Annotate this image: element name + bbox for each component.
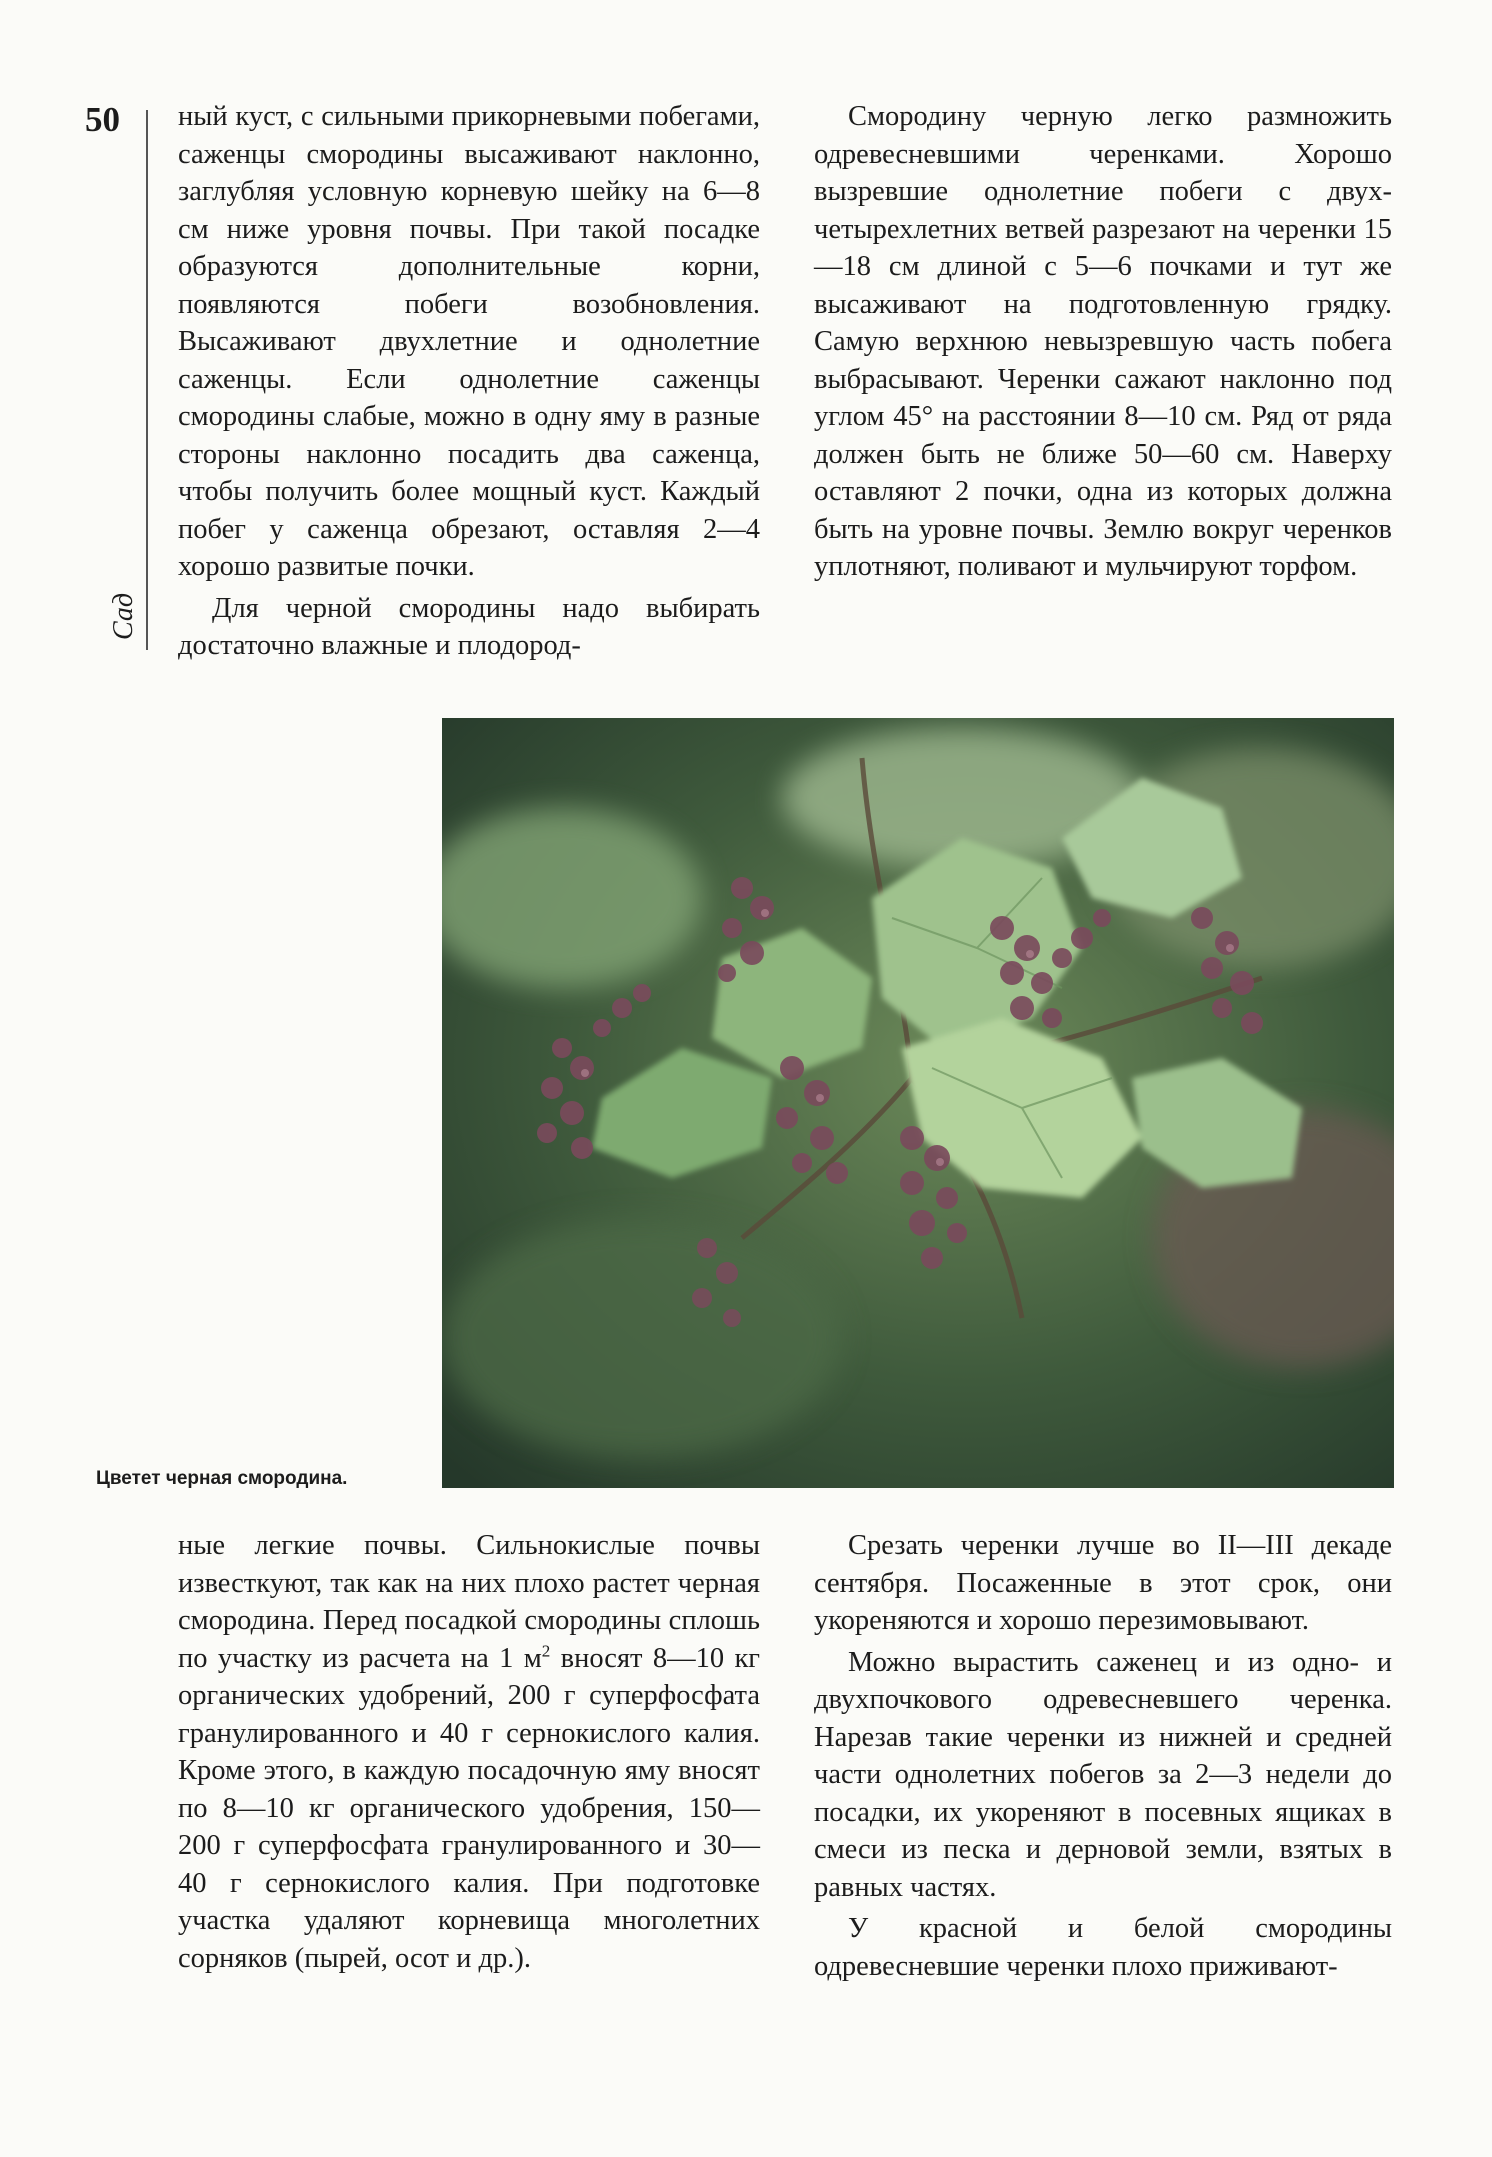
paragraph: У красной и белой смородины одревесневшие черенки плохо приживают- (814, 1913, 1392, 1982)
text-column-top-right (814, 98, 1392, 586)
text-column-bottom-left (178, 1527, 760, 1977)
paragraph: Смородину черную легко размножить одревесневшими черенками. Хорошо вызревшие однолетние побеги с двух-четырехлетних ветвей разрезают на черенки 15—18 см длиной с 5—6 почками и тут же высаживают на подготовленную грядку. Самую верхнюю невызревшую часть побега выбрасывают. Черенки сажают наклонно под углом 45° на расстоянии 8—10 см. Ряд от ряда должен быть не ближе 50—60 см. Наверху оставляют 2 почки, одна из которых должна быть на уровне почвы. Землю вокруг черенков уплотняют, поливают и мульчируют торфом. (814, 101, 1392, 582)
paragraph: ный куст, с сильными прикорневыми побегами, саженцы смородины высаживают наклонно, заглубляя условную корневую шейку на 6—8 см ниже уровня почвы. При такой посадке образуются дополнительные корни, появляются побеги возобновления. Высаживают двухлетние и однолетние саженцы. Если однолетние саженцы смородины слабые, можно в одну яму в разные стороны наклонно посадить два саженца, чтобы получить более мощный куст. Каждый побег у саженца обрезают, оставляя 2—4 хорошо развитые почки. (178, 101, 760, 582)
text-column-top-left (178, 98, 760, 665)
section-label: Сад (108, 592, 139, 640)
paragraph: Срезать черенки лучше во II—III декаде сентября. Посаженные в этот срок, они укореняются и хорошо перезимовывают. (814, 1530, 1392, 1636)
superscript-two: 2 (541, 1641, 551, 1660)
margin-rule (146, 110, 148, 650)
paragraph-text-b: вносят 8—10 кг органических удобрений, 200 г суперфосфата гранулированного и 40 г сернокислого калия. Кроме этого, в каждую посадочную яму вносят по 8—10 кг органического удобрения, 150—200 г суперфосфата гранулированного и 30—40 г сернокислого калия. При подготовке участка удаляют корневища многолетних сорняков (пырей, осот и др.). (178, 1642, 760, 1974)
paragraph: Можно вырастить саженец и из одно- и двухпочкового одревесневшего черенка. Нарезав такие черенки из нижней и средней части однолетних побегов за 2—3 недели до посадки, их укореняют в посевных ящиках в смеси из песка и дерновой земли, взятых в равных частях. (814, 1646, 1392, 1903)
currant-photo (442, 718, 1394, 1488)
paragraph: Для черной смородины надо выбирать достаточно влажные и плодород- (178, 592, 760, 661)
paragraph (178, 1527, 760, 1977)
figure-caption: Цветет черная смородина. (96, 1468, 348, 1489)
text-column-bottom-right (814, 1527, 1392, 1985)
flowering-currant-illustration (442, 718, 1394, 1488)
paragraph-text-a: ные легкие почвы. Сильнокислые почвы известкуют, так как на них плохо растет черная смородина. Перед посадкой смородины сплошь по участку из расчета на 1 м (178, 1530, 760, 1674)
page-number: 50 (85, 100, 120, 139)
